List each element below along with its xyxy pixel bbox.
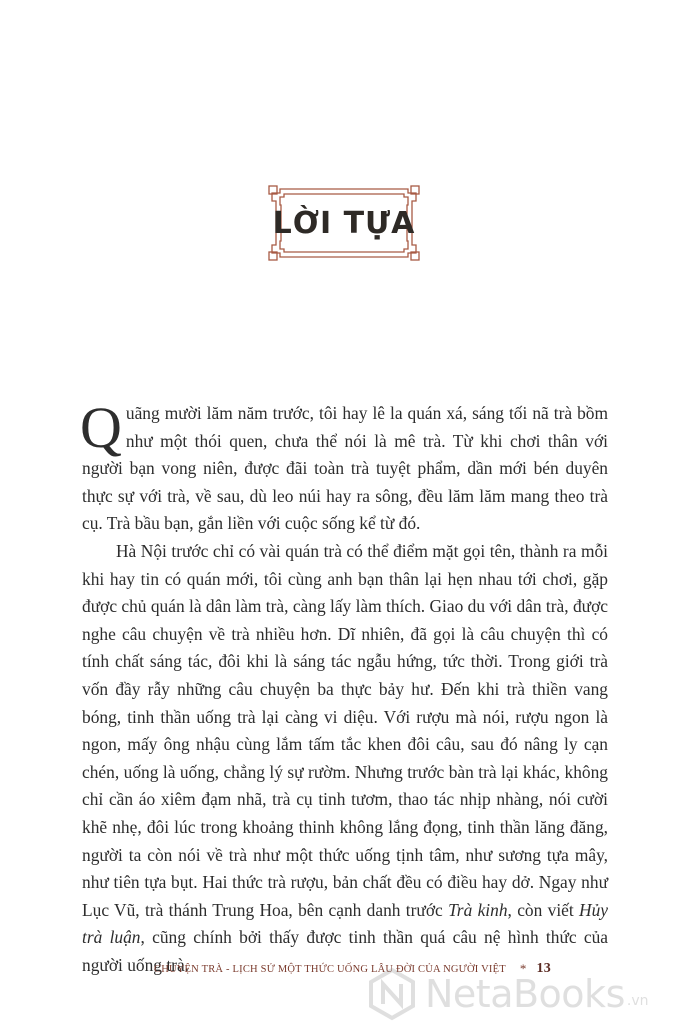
paragraph-2-text-b: , còn viết	[507, 899, 580, 920]
page-number: 13	[536, 961, 551, 976]
watermark	[365, 964, 695, 1024]
paragraph-2	[82, 538, 608, 980]
running-title: CHUYỆN TRÀ - LỊCH SỬ MỘT THỨC UỐNG LÂU ĐỜI CỦA NGƯỜI VIỆT	[154, 963, 506, 975]
book-title-huy-tra-luan: Hủy trà luận	[82, 899, 609, 948]
chapter-title: LỜI TỰA	[272, 205, 416, 241]
paragraph-2-text-c: , cũng chính bởi thấy được tinh thần quá câu nệ hình thức của người uống trà.	[82, 927, 608, 975]
paragraph-2-text-a: Hà Nội trước chỉ có vài quán trà có thể điểm mặt gọi tên, thành ra mỗi khi hay tin có quán mới, tôi cùng anh bạn thân lại hẹn nhau tới chơi, gặp được chủ quán là dân làm trà, càng lấy làm thích. Giao du với dân trà, được nghe câu chuyện về trà nhiều hơn. Dĩ nhiên, đã gọi là câu chuyện thì có tính chất sáng tác, đôi khi là sáng tác ngẫu hứng, tức thời. Trong giới trà vốn đầy rẫy những câu chuyện ba thực bảy hư. Đến khi trà thiền vang bóng, tinh thần uống trà lại càng vi diệu. Với rượu mà nói, rượu ngon là ngon, mấy ông nhậu cùng lắm tấm tắc khen đôi câu, sau đó nâng ly cạn chén, uống là uống, chẳng lý sự rườm. Nhưng trước bàn trà lại khác, không chỉ cần áo xiêm đạm nhã, trà cụ tinh tươm, thao tác nhịp nhàng, nói cười khẽ nhẹ, đôi lúc trong khoảng thinh không lắng đọng, tinh thần lăng đăng, người ta còn nói về trà như một thức uống tịnh tâm, như sương tựa mây, như tiên tựa bụt. Hai thức trà rượu, bản chất đều có điều hay dở. Ngay như Lục Vũ, trà thánh Trung Hoa, bên cạnh danh trước	[82, 540, 608, 920]
footer-separator: *	[519, 961, 527, 976]
watermark-brand: NetaBooks	[425, 972, 625, 1016]
netabooks-logo-icon	[365, 967, 419, 1021]
preface-body	[80, 395, 609, 979]
chapter-title-frame	[266, 183, 422, 263]
paragraph-1-text: uãng mười lăm năm trước, tôi hay lê la quán xá, sáng tối nã trà bồm như một thói quen, chưa thể nói là mê trà. Từ khi chơi thân với người bạn vong niên, được đãi toàn trà tuyệt phẩm, dần mới bén duyên thực sự với trà, về sau, dù leo núi hay ra sông, đều lăm lăm mang theo trà cụ. Trà bầu bạn, gắn liền với cuộc sống kể từ đó.	[82, 403, 608, 534]
watermark-tld: .vn	[626, 993, 649, 1009]
book-title-tra-kinh: Trà kinh	[448, 899, 508, 920]
drop-cap: Q	[80, 395, 122, 460]
paragraph-1	[80, 395, 608, 538]
